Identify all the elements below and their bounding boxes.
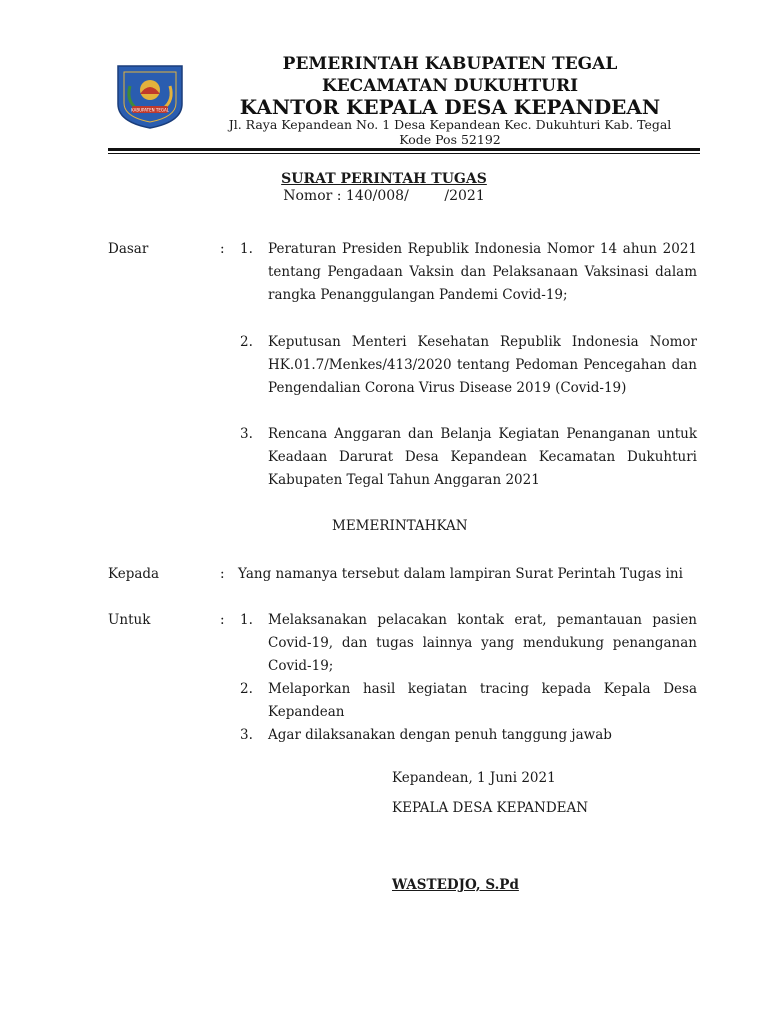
letter-title: SURAT PERINTAH TUGAS [281,171,487,187]
dasar-colon: : [220,241,225,257]
signatory-name: WASTEDJO, S.Pd [392,877,519,893]
regency-emblem-logo [116,64,184,130]
dasar-item-1-text: Peraturan Presiden Republik Indonesia Nomor 14 ahun 2021 tentang Pengadaan Vaksin dan Pelaksanaan Vaksinasi dalam rangka Penanggulangan Pandemi Covid-19; [268,241,697,303]
dasar-item-3-text: Rencana Anggaran dan Belanja Kegiatan Penanganan untuk Keadaan Darurat Desa Kepandean Kecamatan Dukuhturi Kabupaten Tegal Tahun Anggaran 2021 [268,426,697,488]
signature-place-date: Kepandean, 1 Juni 2021 [392,770,556,786]
kepada-label: Kepada [108,566,160,582]
kepada-text: Yang namanya tersebut dalam lampiran Surat Perintah Tugas ini [238,566,683,582]
office-heading: KANTOR KEPALA DESA KEPANDEAN [239,95,661,119]
header-rule-thick [108,148,700,151]
dasar-item-1-number: 1. [240,241,253,257]
untuk-item-2-text: Melaporkan hasil kegiatan tracing kepada Kepala Desa Kepandean [268,681,697,720]
kepada-colon: : [220,566,225,582]
district-heading: KECAMATAN DUKUHTURI [321,76,579,96]
government-heading: PEMERINTAH KABUPATEN TEGAL [282,54,618,74]
signature-position: KEPALA DESA KEPANDEAN [392,800,589,816]
untuk-label: Untuk [108,612,151,628]
svg-text:KABUPATEN TEGAL: KABUPATEN TEGAL [131,107,169,113]
header-rule-thin [108,153,700,154]
memerintahkan-heading: MEMERINTAHKAN [332,518,468,534]
dasar-item-2-text: Keputusan Menteri Kesehatan Republik Indonesia Nomor HK.01.7/Menkes/413/2020 tentang Pedoman Pencegahan dan Pengendalian Corona Virus Disease 2019 (Covid-19) [268,334,697,396]
dasar-item-3-number: 3. [240,426,253,442]
untuk-item-2-number: 2. [240,681,253,697]
address-line: Jl. Raya Kepandean No. 1 Desa Kepandean Kec. Dukuhturi Kab. Tegal [228,117,672,132]
dasar-label: Dasar [108,241,149,257]
untuk-item-1-text: Melaksanakan pelacakan kontak erat, pemantauan pasien Covid-19, dan tugas lainnya yang mendukung penanganan Covid-19; [268,612,697,674]
untuk-item-1-number: 1. [240,612,253,628]
postal-code: Kode Pos 52192 [399,132,501,147]
dasar-item-2-number: 2. [240,334,253,350]
office-address [180,117,720,147]
untuk-item-3-number: 3. [240,727,253,743]
letter-number: Nomor : 140/008/ /2021 [283,188,485,204]
untuk-colon: : [220,612,225,628]
untuk-item-3-text: Agar dilaksanakan dengan penuh tanggung jawab [268,727,612,743]
